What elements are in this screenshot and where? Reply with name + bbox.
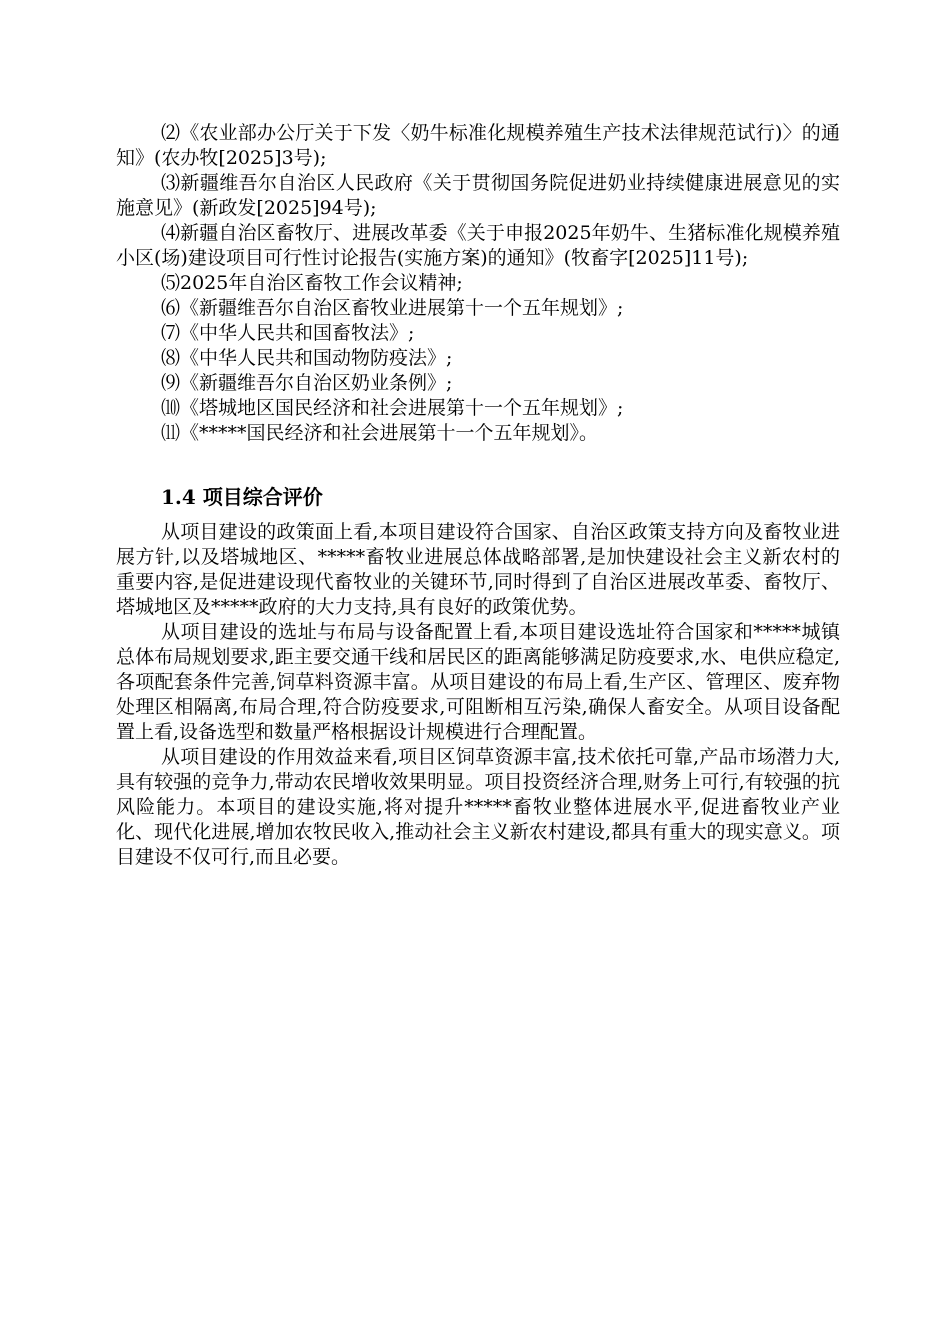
body-paragraph: 从项目建设的作用效益来看,项目区饲草资源丰富,技术依托可靠,产品市场潜力大,具有较强的竞争力,带动农民增收效果明显。项目投资经济合理,财务上可行,有较强的抗风险能力。本项目的建设实施,将对提升*****畜牧业整体进展水平,促进畜牧业产业化、现代化进展,增加农牧民收入,推动社会主义新农村建设,都具有重大的现实意义。项目建设不仅可行,而且必要。 xyxy=(116,746,840,868)
reference-item: ⑾《*****国民经济和社会进展第十一个五年规划》。 xyxy=(161,422,599,444)
body-paragraph: 从项目建设的选址与布局与设备配置上看,本项目建设选址符合国家和*****城镇总体布局规划要求,距主要交通干线和居民区的距离能够满足防疫要求,水、电供应稳定,各项配套条件完善,饲草料资源丰富。从项目建设的布局上看,生产区、管理区、废弃物处理区相隔离,布局合理,符合防疫要求,可阻断相互污染,确保人畜安全。从项目设备配置上看,设备选型和数量严格根据设计规模进行合理配置。 xyxy=(116,621,840,743)
reference-item: ⑶新疆维吾尔自治区人民政府《关于贯彻国务院促进奶业持续健康进展意见的实施意见》(新政发[2025]94号); xyxy=(116,172,840,219)
reference-item: ⑻《中华人民共和国动物防疫法》; xyxy=(161,347,453,369)
section-heading: 1.4 项目综合评价 xyxy=(161,485,323,509)
page-content xyxy=(116,121,840,870)
reference-item: ⑵《农业部办公厅关于下发〈奶牛标准化规模养殖生产技术法律规范试行)〉的通知》(农办牧[2025]3号); xyxy=(116,122,840,169)
section-body xyxy=(116,520,840,870)
reference-list xyxy=(116,121,840,446)
reference-item: ⑷新疆自治区畜牧厅、进展改革委《关于申报2025年奶牛、生猪标准化规模养殖小区(场)建设项目可行性讨论报告(实施方案)的通知》(牧畜字[2025]11号); xyxy=(116,222,840,269)
reference-item: ⑹《新疆维吾尔自治区畜牧业进展第十一个五年规划》; xyxy=(161,297,624,319)
reference-item: ⑸2025年自治区畜牧工作会议精神; xyxy=(161,272,463,294)
body-paragraph: 从项目建设的政策面上看,本项目建设符合国家、自治区政策支持方向及畜牧业进展方针,以及塔城地区、*****畜牧业进展总体战略部署,是加快建设社会主义新农村的重要内容,是促进建设现代畜牧业的关键环节,同时得到了自治区进展改革委、畜牧厅、塔城地区及*****政府的大力支持,具有良好的政策优势。 xyxy=(116,521,840,618)
reference-item: ⑺《中华人民共和国畜牧法》; xyxy=(161,322,415,344)
reference-item: ⑼《新疆维吾尔自治区奶业条例》; xyxy=(161,372,453,394)
reference-item: ⑽《塔城地区国民经济和社会进展第十一个五年规划》; xyxy=(161,397,624,419)
